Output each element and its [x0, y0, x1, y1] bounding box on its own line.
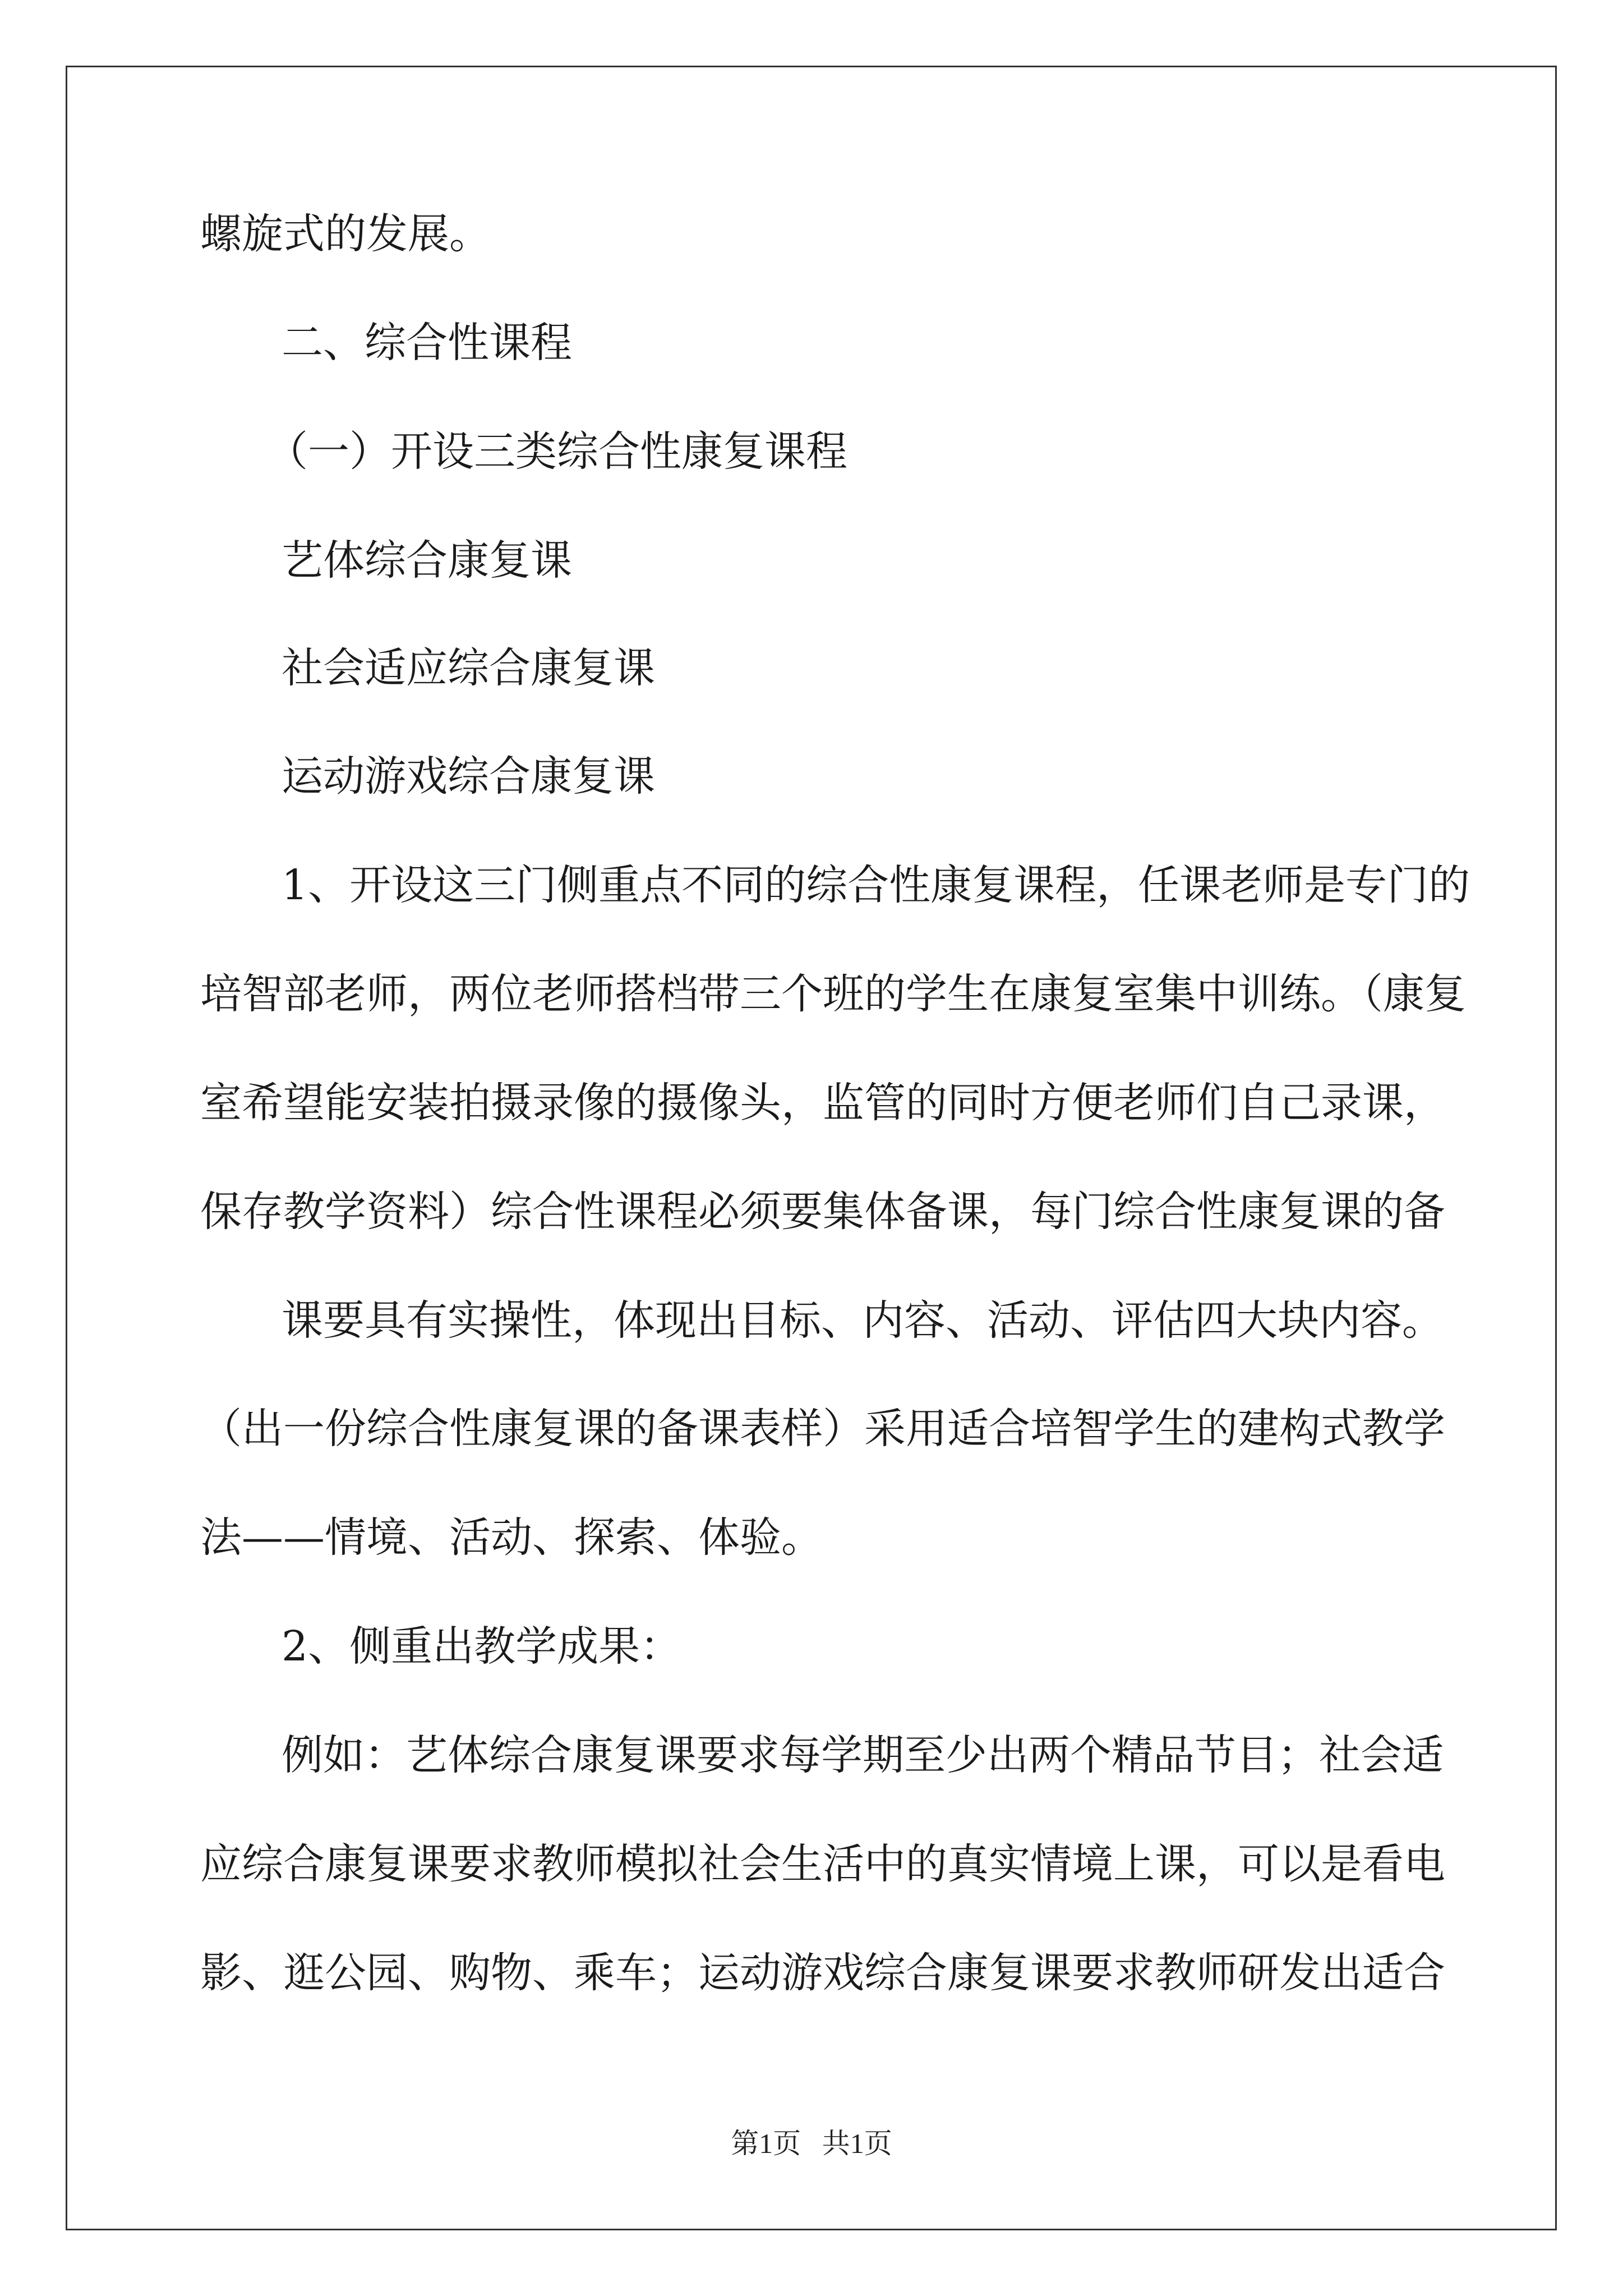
paragraph-line: （出一份综合性康复课的备课表样）采用适合培智学生的建构式教学 — [200, 1405, 1445, 1453]
paragraph-line: 室希望能安装拍摄录像的摄像头，监管的同时方便老师们自己录课， — [200, 1079, 1445, 1127]
paragraph-line: 影、逛公园、购物、乘车；运动游戏综合康复课要求教师研发出适合 — [200, 1949, 1445, 1997]
paragraph-line: 2、侧重出教学成果： — [282, 1622, 682, 1671]
paragraph-line: 培智部老师，两位老师搭档带三个班的学生在康复室集中训练。（康复 — [200, 970, 1466, 1018]
page-number-footer: 第1页 共1页 — [731, 2128, 892, 2159]
paragraph-line: 1、开设这三门侧重点不同的综合性康复课程，任课老师是专门的 — [282, 861, 1470, 909]
course-item: 艺体综合康复课 — [282, 536, 572, 585]
paragraph-line: 课要具有实操性，体现出目标、内容、活动、评估四大块内容。 — [282, 1296, 1444, 1345]
course-item: 运动游戏综合康复课 — [282, 752, 655, 800]
course-item: 社会适应综合康复课 — [282, 644, 655, 692]
subsection-heading: （一）开设三类综合性康复课程 — [266, 427, 847, 476]
paragraph-line: 保存教学资料）综合性课程必须要集体备课，每门综合性康复课的备 — [200, 1188, 1445, 1236]
paragraph-line: 法——情境、活动、探索、体验。 — [200, 1513, 823, 1562]
paragraph-line: 例如：艺体综合康复课要求每学期至少出两个精品节目；社会适 — [282, 1731, 1444, 1779]
paragraph-line: 应综合康复课要求教师模拟社会生活中的真实情境上课，可以是看电 — [200, 1840, 1445, 1888]
paragraph-line: 螺旋式的发展。 — [200, 210, 491, 258]
section-heading: 二、综合性课程 — [282, 319, 572, 367]
page-border — [66, 66, 1557, 2230]
